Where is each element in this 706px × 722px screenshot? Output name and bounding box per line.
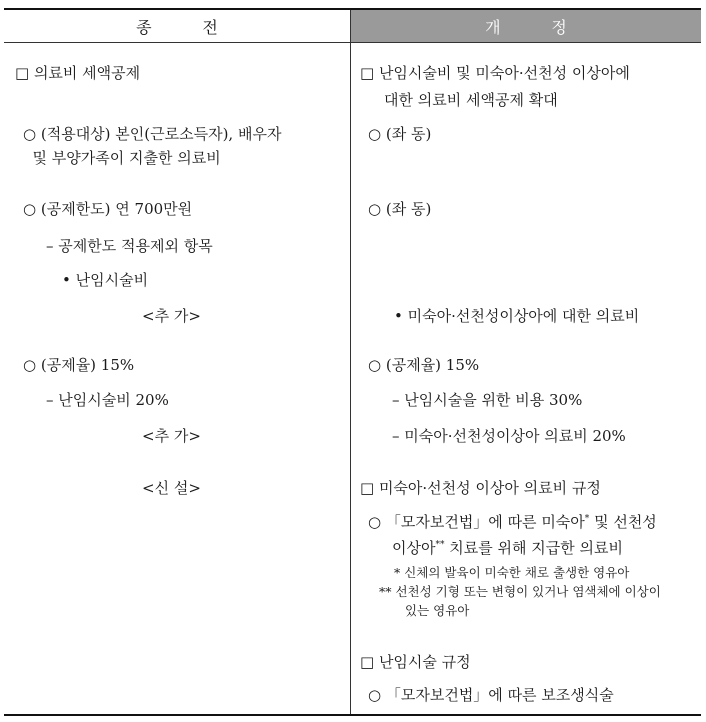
right-section-title-line2: 대한 의료비 세액공제 확대 xyxy=(384,91,558,109)
footnote-marker-1: * xyxy=(584,514,590,524)
header-before-label: 종 전 xyxy=(136,17,218,37)
header-before xyxy=(4,10,350,42)
right-footnote-2-line1: ** 선천성 기형 또는 변형이 있거나 염색체에 이상이 xyxy=(379,584,661,599)
right-definition-line1 xyxy=(368,511,657,533)
left-new-placeholder: <신 설> xyxy=(142,479,201,497)
left-add-placeholder-1: <추 가> xyxy=(142,307,201,325)
definition-line2-text-a: 이상아 xyxy=(392,539,436,557)
right-limit-same: ○ (좌 동) xyxy=(368,200,432,218)
left-infertility-item: • 난임시술비 xyxy=(62,271,149,289)
right-rate-infertility: – 난임시술을 위한 비용 30% xyxy=(392,391,583,409)
right-premature-item: • 미숙아·선천성이상아에 대한 의료비 xyxy=(394,307,640,325)
right-infertility-title: □ 난임시술 규정 xyxy=(360,653,471,671)
right-footnote-2-line2: 있는 영유아 xyxy=(405,603,470,618)
footnote-marker-2: ** xyxy=(435,540,445,550)
right-section-title-line1: □ 난임시술비 및 미숙아·선천성 이상아에 xyxy=(360,64,630,82)
left-target-line2: 및 부양가족이 지출한 의료비 xyxy=(23,149,221,167)
header-after xyxy=(351,10,701,42)
header-after-label: 개 정 xyxy=(485,17,567,37)
right-definition-title: □ 미숙아·선천성 이상아 의료비 규정 xyxy=(360,479,601,497)
left-limit: ○ (공제한도) 연 700만원 xyxy=(23,200,193,218)
right-definition-line2 xyxy=(392,537,623,559)
header-rule xyxy=(4,42,701,43)
definition-line2-text-b: 치료를 위해 지급한 의료비 xyxy=(444,539,623,557)
left-rate-infertility: – 난임시술비 20% xyxy=(46,391,169,409)
left-exception: – 공제한도 적용제외 항목 xyxy=(46,237,213,255)
right-rate: ○ (공제율) 15% xyxy=(368,356,480,374)
table-bottom-rule xyxy=(4,714,701,716)
definition-line1-text-a: ○ 「모자보건법」에 따른 미숙아 xyxy=(368,513,585,531)
left-section-title: □ 의료비 세액공제 xyxy=(15,64,141,82)
column-divider xyxy=(350,10,351,714)
right-rate-premature: – 미숙아·선천성이상아 의료비 20% xyxy=(392,427,626,445)
comparison-table xyxy=(4,8,701,716)
left-rate: ○ (공제율) 15% xyxy=(23,356,135,374)
right-target-same: ○ (좌 동) xyxy=(368,125,432,143)
left-target-line1: ○ (적용대상) 본인(근로소득자), 배우자 xyxy=(23,125,282,143)
definition-line1-text-b: 및 선천성 xyxy=(589,513,657,531)
left-add-placeholder-2: <추 가> xyxy=(142,427,201,445)
right-infertility-definition: ○ 「모자보건법」에 따른 보조생식술 xyxy=(368,686,614,704)
right-footnote-1: * 신체의 발육이 미숙한 채로 출생한 영유아 xyxy=(394,565,630,580)
